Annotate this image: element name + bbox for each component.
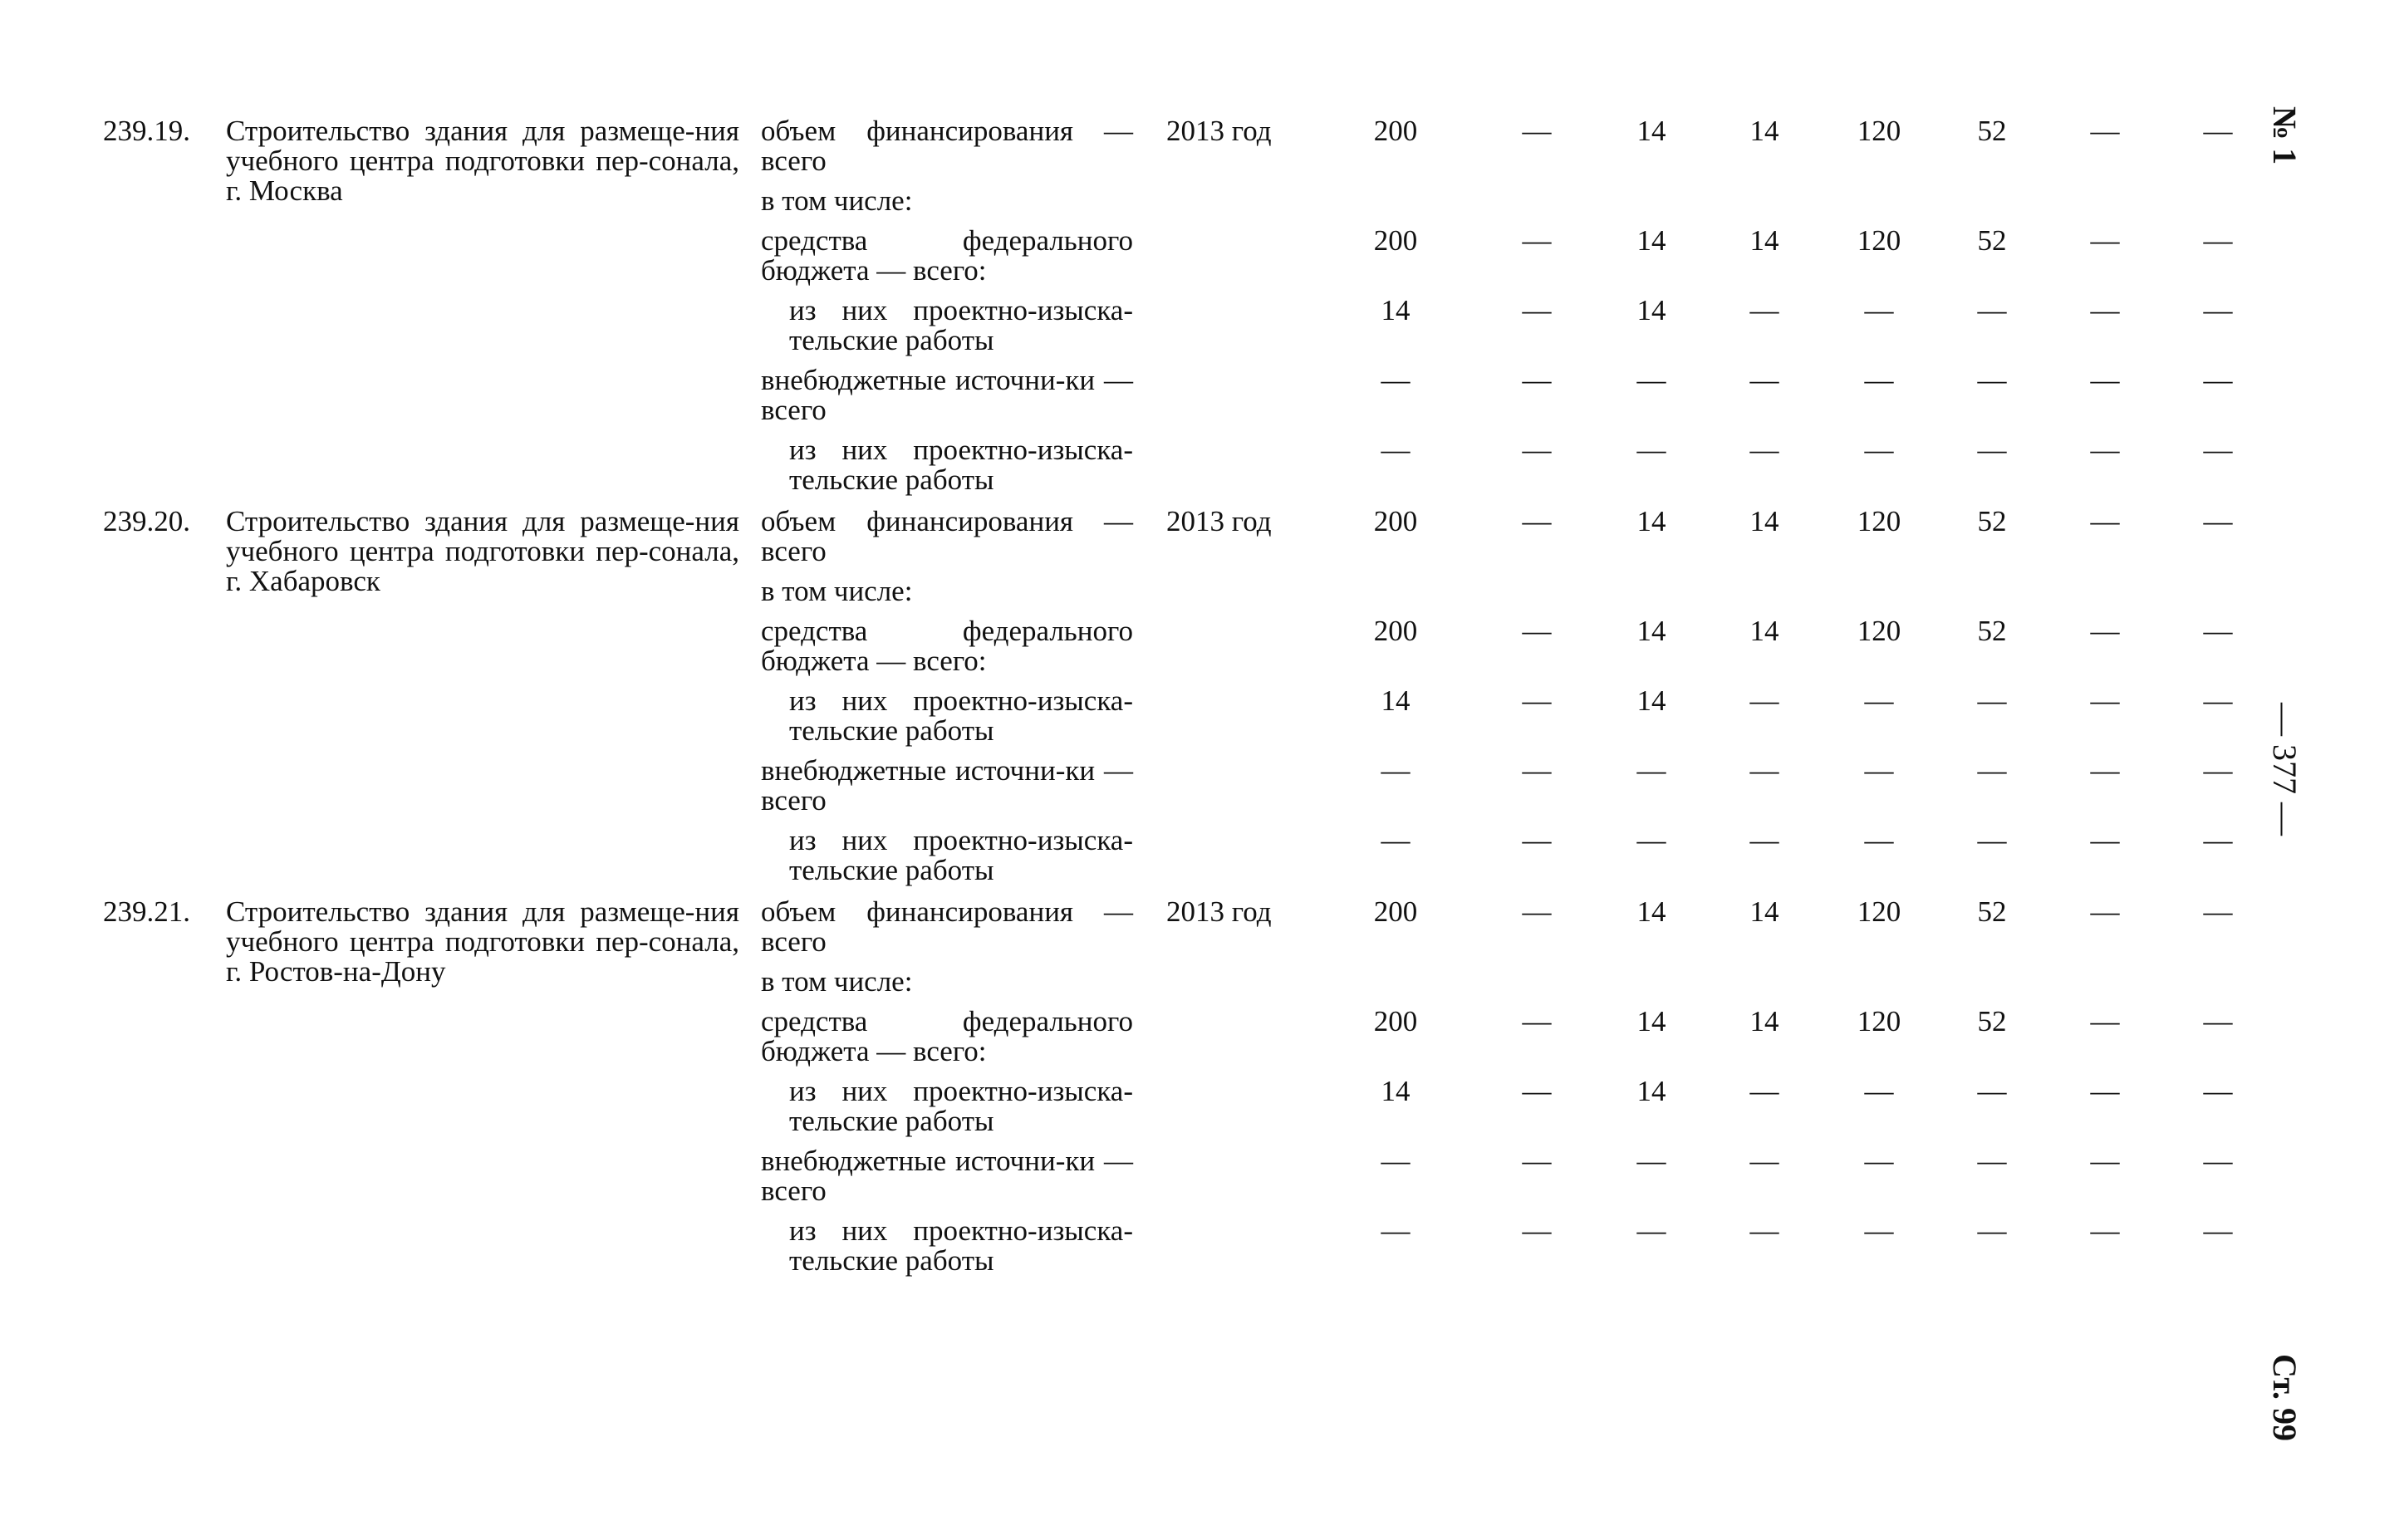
value-cell: —	[1749, 754, 1779, 787]
value-cell: —	[2203, 1005, 2233, 1037]
value-cell: —	[1522, 1075, 1552, 1107]
value-cell: 14	[1636, 224, 1666, 257]
value-cell: —	[1977, 1214, 2007, 1247]
value-cell: 120	[1857, 1005, 1901, 1037]
project-name: Строительство здания для размеще-ния учебного центра подготовки пер-сонала, г. Хабаровск	[226, 505, 739, 597]
value-cell: —	[1522, 615, 1552, 647]
funding-row-label: объем финансирования — всего	[761, 115, 1133, 177]
value-cell: 14	[1749, 224, 1779, 257]
value-cell: —	[2203, 615, 2233, 647]
value-cell: —	[1522, 684, 1552, 717]
value-cell: —	[1522, 1005, 1552, 1037]
value-cell: —	[1522, 824, 1552, 856]
funding-row-label: из них проектно-изыска-тельские работы	[789, 294, 1133, 356]
value-cell: 14	[1636, 294, 1666, 326]
value-cell: —	[1864, 364, 1894, 396]
value-cell: —	[2203, 1214, 2233, 1247]
value-cell: —	[2203, 1075, 2233, 1107]
value-cell: —	[1381, 1145, 1411, 1177]
value-cell: —	[1864, 684, 1894, 717]
value-cell: 120	[1857, 615, 1901, 647]
funding-row-label: в том числе:	[761, 575, 913, 607]
value-cell: —	[1864, 824, 1894, 856]
value-cell: —	[2090, 895, 2120, 928]
value-cell: 120	[1857, 115, 1901, 147]
value-cell: —	[2203, 754, 2233, 787]
value-cell: —	[2203, 505, 2233, 537]
value-cell: 120	[1857, 505, 1901, 537]
value-cell: —	[1522, 1214, 1552, 1247]
value-cell: 200	[1373, 505, 1418, 537]
value-cell: —	[1864, 754, 1894, 787]
value-cell: —	[2090, 615, 2120, 647]
project-year: 2013 год	[1166, 895, 1272, 928]
value-cell: 14	[1636, 1005, 1666, 1037]
funding-row-label: из них проектно-изыска-тельские работы	[789, 684, 1133, 747]
value-cell: —	[1636, 1145, 1666, 1177]
value-cell: 200	[1373, 115, 1418, 147]
value-cell: —	[2090, 1075, 2120, 1107]
value-cell: —	[2090, 1145, 2120, 1177]
value-cell: —	[1864, 1075, 1894, 1107]
value-cell: —	[1977, 684, 2007, 717]
value-cell: —	[1977, 1075, 2007, 1107]
value-cell: —	[1749, 434, 1779, 466]
value-cell: —	[2090, 115, 2120, 147]
value-cell: —	[1749, 1145, 1779, 1177]
value-cell: —	[2090, 824, 2120, 856]
value-cell: —	[1977, 294, 2007, 326]
value-cell: 14	[1381, 1075, 1411, 1107]
value-cell: —	[1636, 824, 1666, 856]
value-cell: 14	[1636, 1075, 1666, 1107]
project-number: 239.19.	[103, 115, 190, 147]
value-cell: —	[2203, 1145, 2233, 1177]
funding-row-label: средства федерального бюджета — всего:	[761, 615, 1133, 677]
value-cell: —	[2203, 224, 2233, 257]
value-cell: 14	[1749, 1005, 1779, 1037]
value-cell: —	[1864, 434, 1894, 466]
funding-row-label: внебюджетные источни-ки — всего	[761, 1145, 1133, 1207]
value-cell: —	[1864, 1214, 1894, 1247]
value-cell: —	[1749, 824, 1779, 856]
funding-row-label: в том числе:	[761, 184, 913, 217]
project-number: 239.20.	[103, 505, 190, 537]
issue-number-text: № 1	[2266, 106, 2303, 165]
funding-row-label: средства федерального бюджета — всего:	[761, 224, 1133, 287]
page-number-text: — 377 —	[2266, 703, 2303, 836]
value-cell: 14	[1636, 115, 1666, 147]
value-cell: 14	[1381, 294, 1411, 326]
value-cell: 200	[1373, 895, 1418, 928]
value-cell: —	[2203, 684, 2233, 717]
value-cell: —	[1381, 824, 1411, 856]
value-cell: 14	[1636, 684, 1666, 717]
value-cell: 52	[1977, 1005, 2007, 1037]
value-cell: 14	[1636, 615, 1666, 647]
value-cell: 14	[1636, 895, 1666, 928]
value-cell: —	[1522, 364, 1552, 396]
value-cell: —	[1636, 434, 1666, 466]
value-cell: —	[1749, 364, 1779, 396]
value-cell: 52	[1977, 615, 2007, 647]
article-number-text: Ст. 99	[2266, 1354, 2303, 1441]
project-number: 239.21.	[103, 895, 190, 928]
funding-row-label: из них проектно-изыска-тельские работы	[789, 434, 1133, 496]
value-cell: —	[1749, 684, 1779, 717]
value-cell: —	[1381, 1214, 1411, 1247]
value-cell: 200	[1373, 1005, 1418, 1037]
value-cell: —	[2203, 434, 2233, 466]
value-cell: —	[1636, 1214, 1666, 1247]
project-name: Строительство здания для размеще-ния учебного центра подготовки пер-сонала, г. Москва	[226, 115, 739, 207]
funding-row-label: внебюджетные источни-ки — всего	[761, 364, 1133, 426]
funding-row-label: объем финансирования — всего	[761, 895, 1133, 958]
project-name: Строительство здания для размеще-ния учебного центра подготовки пер-сонала, г. Ростов-на-Дону	[226, 895, 739, 988]
value-cell: —	[1864, 294, 1894, 326]
project-year: 2013 год	[1166, 115, 1272, 147]
value-cell: —	[1522, 505, 1552, 537]
value-cell: —	[1636, 364, 1666, 396]
value-cell: —	[2203, 115, 2233, 147]
value-cell: 14	[1749, 505, 1779, 537]
value-cell: 14	[1749, 115, 1779, 147]
value-cell: —	[2203, 895, 2233, 928]
funding-row-label: объем финансирования — всего	[761, 505, 1133, 567]
value-cell: 14	[1381, 684, 1411, 717]
value-cell: —	[1977, 824, 2007, 856]
funding-row-label: в том числе:	[761, 965, 913, 998]
value-cell: —	[2090, 224, 2120, 257]
funding-row-label: средства федерального бюджета — всего:	[761, 1005, 1133, 1067]
value-cell: —	[2090, 505, 2120, 537]
value-cell: —	[2203, 294, 2233, 326]
value-cell: —	[1977, 1145, 2007, 1177]
value-cell: 14	[1749, 895, 1779, 928]
value-cell: 14	[1636, 505, 1666, 537]
value-cell: —	[2090, 1214, 2120, 1247]
project-year: 2013 год	[1166, 505, 1272, 537]
value-cell: —	[2203, 364, 2233, 396]
value-cell: —	[2090, 364, 2120, 396]
value-cell: 52	[1977, 895, 2007, 928]
value-cell: —	[1522, 224, 1552, 257]
value-cell: —	[2090, 684, 2120, 717]
value-cell: —	[1522, 115, 1552, 147]
value-cell: 52	[1977, 224, 2007, 257]
value-cell: —	[1749, 1214, 1779, 1247]
value-cell: 52	[1977, 505, 2007, 537]
value-cell: 120	[1857, 224, 1901, 257]
value-cell: —	[1522, 294, 1552, 326]
funding-row-label: из них проектно-изыска-тельские работы	[789, 1075, 1133, 1137]
value-cell: —	[1522, 434, 1552, 466]
value-cell: —	[1381, 754, 1411, 787]
value-cell: —	[1522, 1145, 1552, 1177]
value-cell: —	[1749, 294, 1779, 326]
value-cell: —	[2090, 294, 2120, 326]
value-cell: 14	[1749, 615, 1779, 647]
funding-row-label: внебюджетные источни-ки — всего	[761, 754, 1133, 817]
value-cell: —	[2203, 824, 2233, 856]
value-cell: —	[1381, 434, 1411, 466]
value-cell: 200	[1373, 224, 1418, 257]
value-cell: —	[1381, 364, 1411, 396]
value-cell: —	[1977, 364, 2007, 396]
value-cell: —	[1977, 434, 2007, 466]
value-cell: —	[2090, 1005, 2120, 1037]
value-cell: 52	[1977, 115, 2007, 147]
value-cell: —	[1636, 754, 1666, 787]
funding-row-label: из них проектно-изыска-тельские работы	[789, 1214, 1133, 1277]
value-cell: —	[1977, 754, 2007, 787]
value-cell: —	[1749, 1075, 1779, 1107]
funding-row-label: из них проектно-изыска-тельские работы	[789, 824, 1133, 886]
value-cell: 200	[1373, 615, 1418, 647]
value-cell: —	[1522, 754, 1552, 787]
value-cell: 120	[1857, 895, 1901, 928]
value-cell: —	[1864, 1145, 1894, 1177]
value-cell: —	[2090, 434, 2120, 466]
value-cell: —	[1522, 895, 1552, 928]
value-cell: —	[2090, 754, 2120, 787]
